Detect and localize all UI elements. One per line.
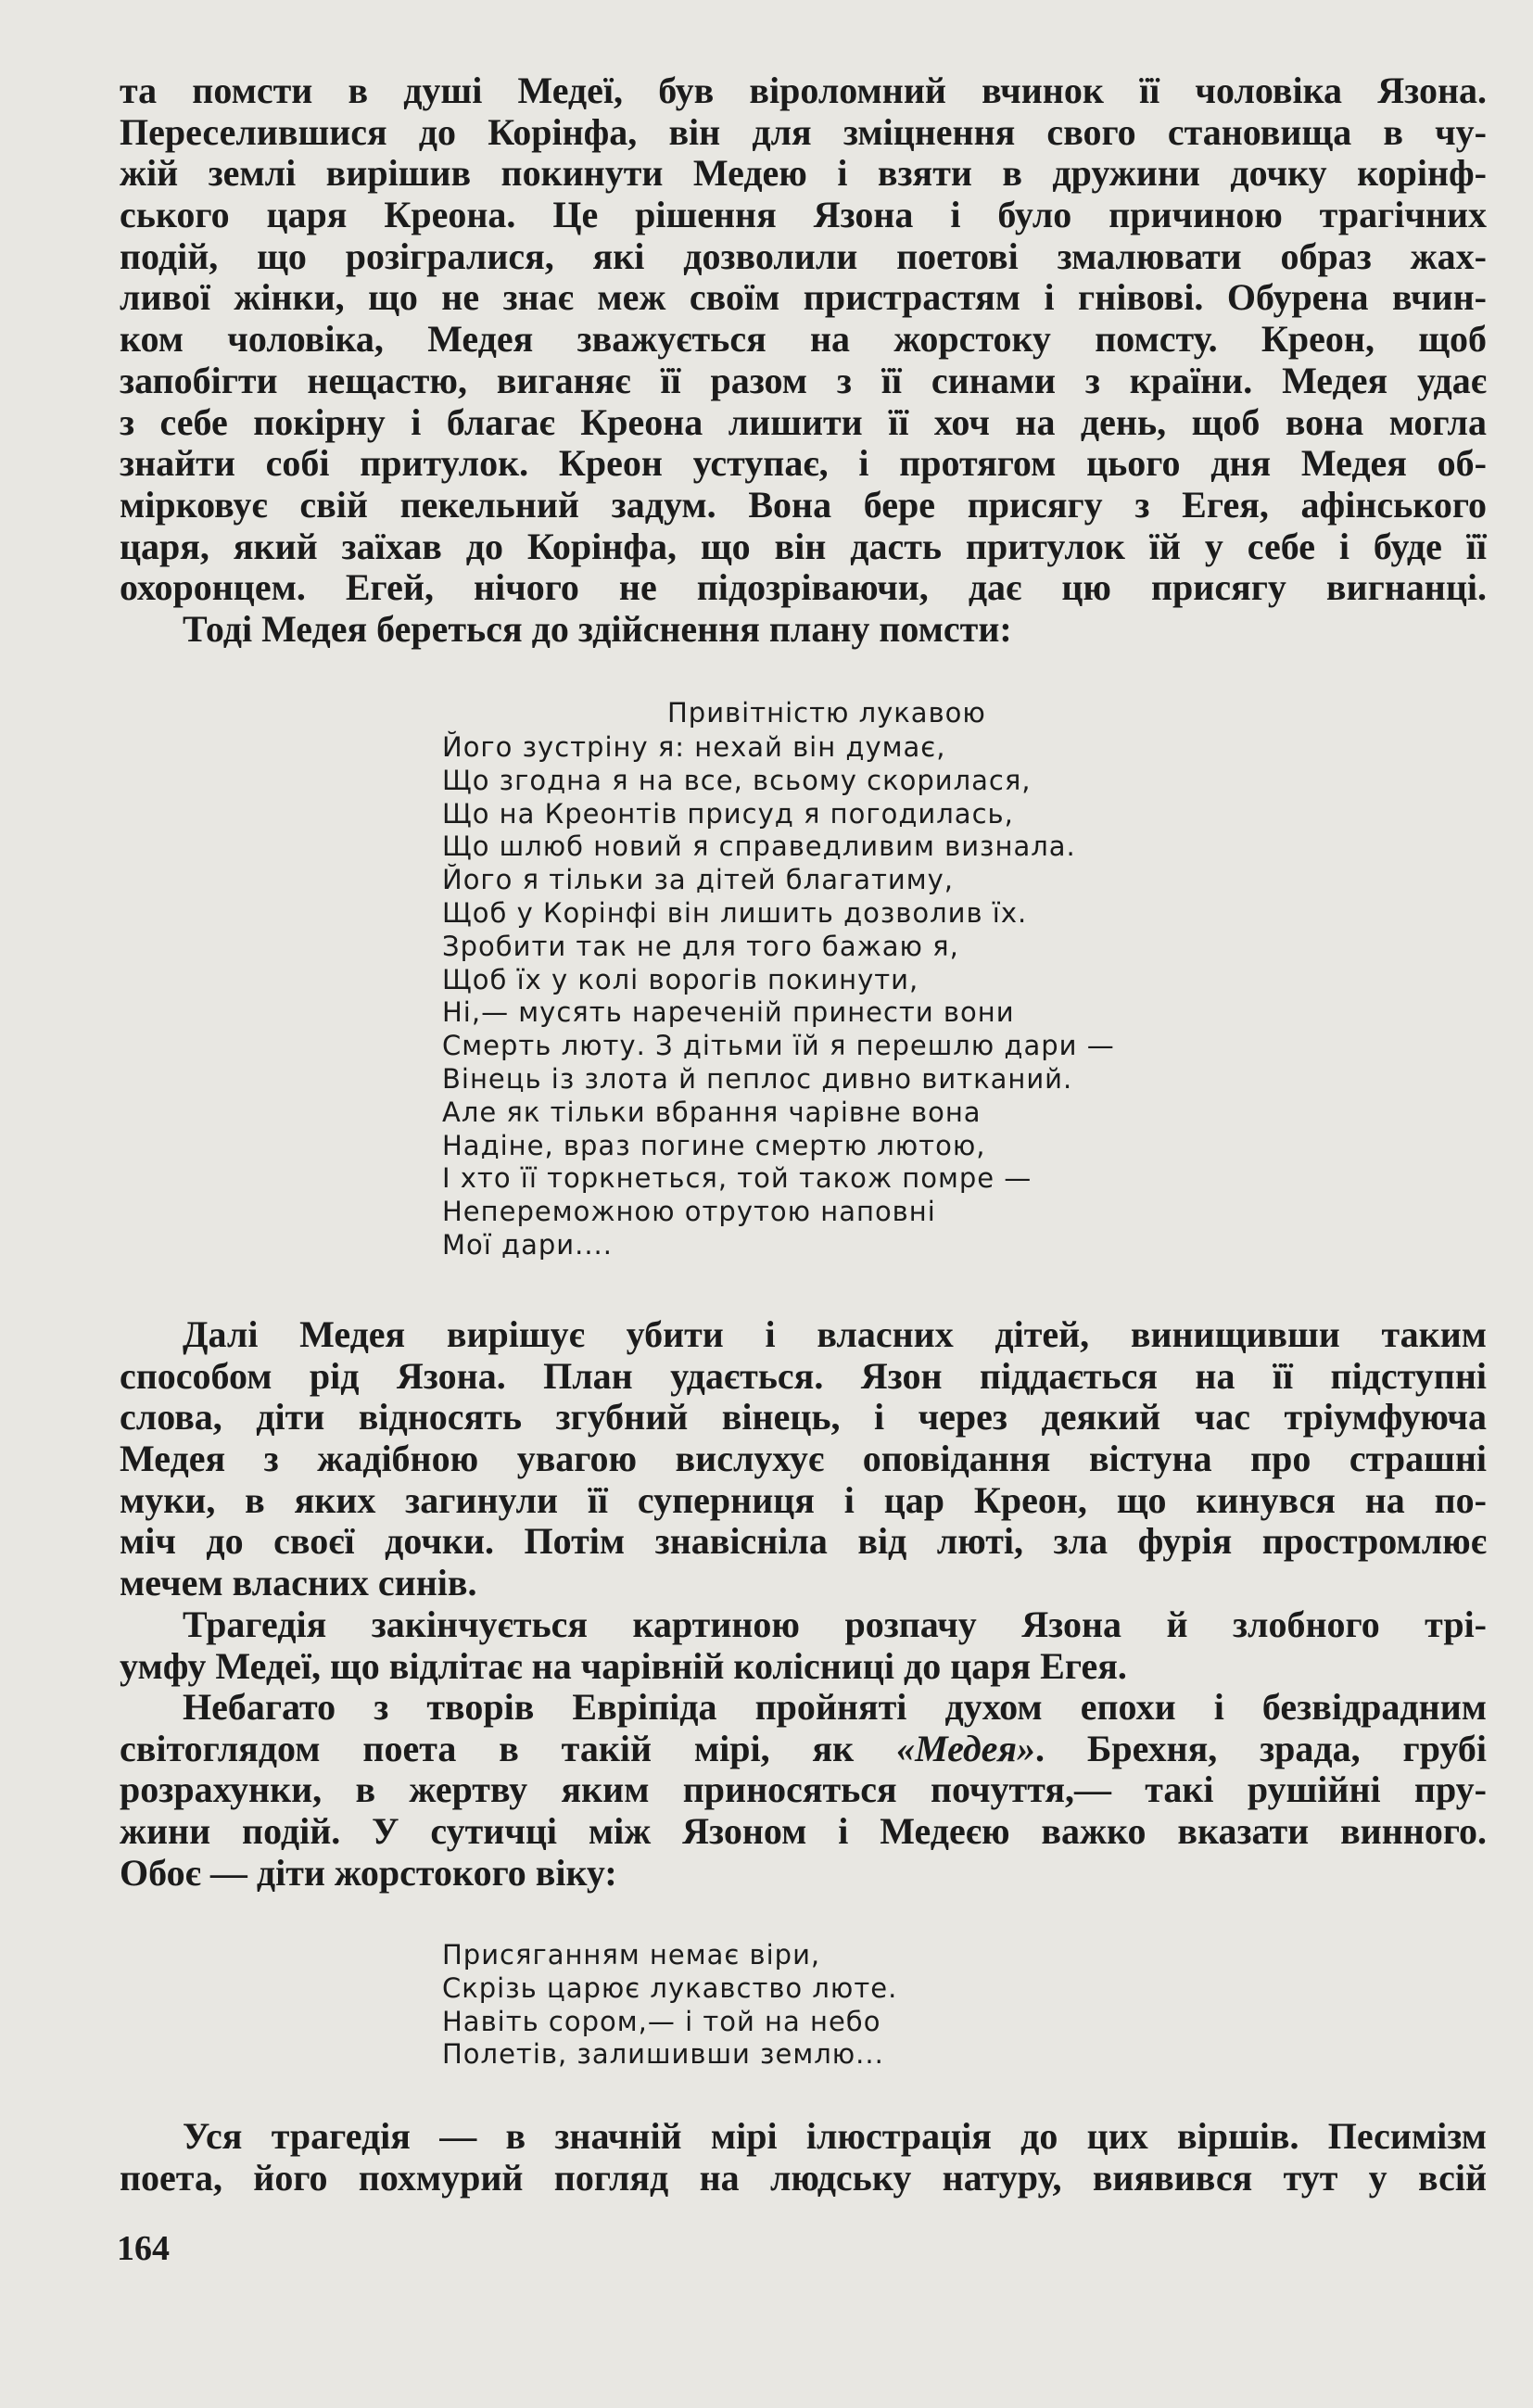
text-line: з себе покірну і благає Креона лишити її хоч на день, щоб вона могла	[120, 400, 1487, 443]
text-line: подій, що розігралися, які дозволили поетові змалювати образ жах-	[120, 234, 1487, 277]
poem-line: Що згодна я на все, всьому скорилася,	[442, 764, 1032, 796]
text-line: ком чоловіка, Медея зважується на жорстоку помсту. Креон, щоб	[120, 318, 1487, 361]
text-line	[120, 1729, 1487, 1770]
poem-line: Його зустріну я: нехай він думає,	[442, 731, 946, 763]
text-line: Обоє — діти жорстокого віку:	[120, 1851, 617, 1894]
paragraph-4	[120, 1604, 1487, 1687]
poem-line: Ні,— мусять нареченій принести вони	[442, 996, 1015, 1029]
poem-line: Скрізь царює лукавство люте.	[442, 1971, 898, 2004]
poem-line: Надіне, враз погине смертю лютою,	[442, 1129, 986, 1161]
text-line: ського царя Креона. Це рішення Язона і було причиною трагічних	[120, 194, 1487, 236]
paragraph-1	[120, 70, 1487, 609]
paragraph-3	[120, 1314, 1487, 1604]
poem-1-title: Привітністю лукавою	[667, 697, 986, 729]
paragraph-2	[120, 609, 1487, 651]
poem-line: Зробити так не для того бажаю я,	[442, 930, 959, 962]
text-line: царя, який заїхав до Корінфа, що він дасть притулок їй у себе і буде її	[120, 525, 1487, 567]
text-segment: . Брехня, зрада, грубі	[1035, 1727, 1488, 1769]
text-line: Тоді Медея береться до здійснення плану помсти:	[183, 608, 1012, 650]
poem-line: Полетів, залишивши землю...	[442, 2038, 884, 2071]
poem-line: Що шлюб новий я справедливим визнала.	[442, 830, 1076, 863]
poem-1	[442, 731, 1115, 1262]
poem-line: Щоб у Корінфі він лишить дозволив їх.	[442, 896, 1028, 929]
poem-line: Що на Креонтів присуд я погодилась,	[442, 797, 1014, 830]
text-line: охоронцем. Егей, нічого не підозріваючи, дає цю присягу вигнанці.	[120, 566, 1487, 609]
poem-line: Непереможною отрутою наповні	[442, 1196, 936, 1228]
text-line: Трагедія закінчується картиною розпачу Язона й злобного трі-	[183, 1603, 1487, 1645]
text-line: поета, його похмурий погляд на людську натуру, виявився тут у всій	[120, 2156, 1487, 2199]
paragraph-5	[120, 1687, 1487, 1894]
italic-title: «Медея»	[896, 1727, 1036, 1769]
text-segment: світоглядом поета в такій мірі, як	[120, 1727, 897, 1769]
text-line: та помсти в душі Медеї, був віроломний вчинок її чоловіка Язона.	[120, 70, 1487, 111]
text-line: мечем власних синів.	[120, 1562, 477, 1604]
text-line: знайти собі притулок. Креон уступає, і протягом цього дня Медея об-	[120, 442, 1487, 485]
poem-line: І хто її торкнеться, той також помре —	[442, 1162, 1033, 1195]
poem-line: Навіть сором,— і той на небо	[442, 2005, 881, 2037]
text-line: міч до своєї дочки. Потім знавісніла від люті, зла фурія простромлює	[120, 1520, 1487, 1563]
text-line: жій землі вирішив покинути Медею і взяти в дружини дочку корінф-	[120, 152, 1487, 195]
text-line: Медея з жадібною увагою вислухує оповідання вістуна про страшні	[120, 1438, 1487, 1480]
paragraph-6	[120, 2116, 1487, 2199]
text-line: муки, в яких загинули її суперниця і цар Креон, що кинувся на по-	[120, 1478, 1487, 1521]
page-number: 164	[117, 2229, 170, 2268]
text-line: способом рід Язона. План удається. Язон піддається на її підступні	[120, 1354, 1487, 1397]
poem-2	[442, 1939, 897, 2072]
poem-line: Щоб їх у колі ворогів покинути,	[442, 963, 919, 995]
text-line: слова, діти відносять згубний вінець, і через деякий час тріумфуюча	[120, 1396, 1487, 1438]
text-line: Уся трагедія — в значній мірі ілюстрація до цих віршів. Песимізм	[183, 2115, 1487, 2157]
text-line: запобігти нещастю, виганяє її разом з її синами з країни. Медея удає	[120, 359, 1487, 401]
text-line: розрахунки, в жертву яким приносяться почуття,— такі рушійні пру-	[120, 1768, 1487, 1811]
text-line: ливої жінки, що не знає меж своїм пристрастям і гнівові. Обурена вчин-	[120, 276, 1487, 319]
poem-line: Але як тільки вбрання чарівне вона	[442, 1096, 982, 1128]
text-line: мірковує свій пекельний задум. Вона бере присягу з Егея, афінського	[120, 483, 1487, 526]
poem-line: Мої дари....	[442, 1228, 613, 1261]
text-line: Далі Медея вирішує убити і власних дітей, винищивши таким	[183, 1313, 1487, 1355]
text-line: Переселившися до Корінфа, він для зміцнення свого становища в чу-	[120, 110, 1487, 153]
poem-line: Присяганням немає віри,	[442, 1939, 821, 1971]
text-line: Небагато з творів Евріпіда пройняті духом епохи і безвідрадним	[183, 1686, 1487, 1728]
poem-line: Вінець із злота й пеплос дивно витканий.	[442, 1062, 1073, 1095]
text-line: умфу Медеї, що відлітає на чарівній колісниці до царя Егея.	[120, 1644, 1127, 1687]
poem-line: Смерть люту. З дітьми їй я перешлю дари —	[442, 1030, 1115, 1062]
poem-line: Його я тільки за дітей благатиму,	[442, 864, 954, 896]
text-line: жини подій. У сутичці між Язоном і Медеєю важко вказати винного.	[120, 1810, 1487, 1853]
